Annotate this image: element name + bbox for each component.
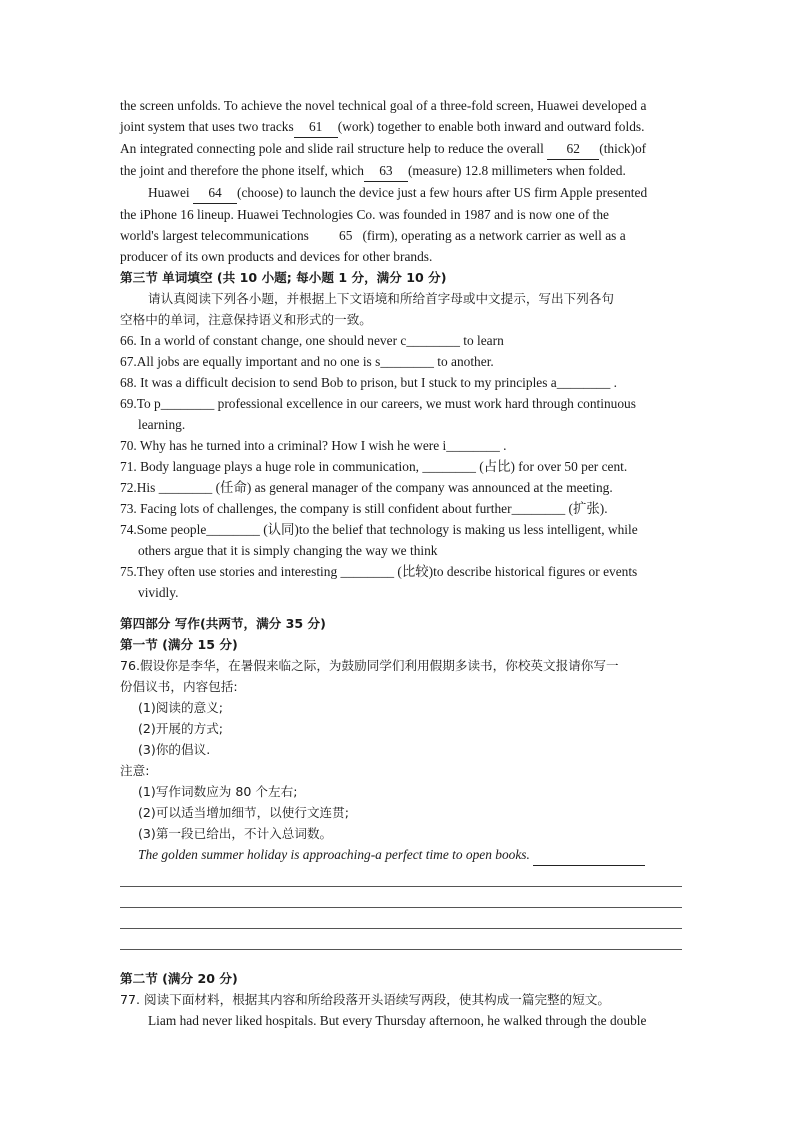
question-73: 73. Facing lots of challenges, the company is still confident about further________ (扩张). [120,501,608,516]
instruction-line: 空格中的单词，注意保持语义和形式的一致。 [120,312,372,327]
blank-64: 64 [193,182,237,204]
writing-blank[interactable] [533,844,645,866]
passage-line: the joint and therefore the phone itself, which 63 (measure) 12.8 millimeters when folded. [120,160,682,182]
passage-line: An integrated connecting pole and slide rail structure help to reduce the overall 62 (thick)of [120,138,682,160]
blank-61: 61 [294,116,338,138]
part-heading: 第四部分 写作(共两节，满分 35 分) [120,616,326,631]
exam-page [120,95,682,1031]
passage-line: producer of its own products and devices for other brands. [120,249,433,264]
question-69: 69.To p________ professional excellence in our careers, we must work hard through continuous [120,396,636,411]
section-heading: 第一节 (满分 15 分) [120,637,238,652]
writing-line[interactable] [120,908,682,929]
question-75: 75.They often use stories and interesting ________ (比较)to describe historical figures or events [120,564,638,579]
note-item: (2)可以适当增加细节，以使行文连贯; [138,805,349,820]
question-76-cont: 份倡议书，内容包括: [120,679,238,694]
writing-opening: The golden summer holiday is approaching-a perfect time to open books. [120,844,682,866]
note-item: (1)写作词数应为 80 个左右; [138,784,298,799]
passage-line: the screen unfolds. To achieve the novel technical goal of a three-fold screen, Huawei developed a [120,98,647,113]
passage-line: Huawei 64 (choose) to launch the device just a few hours after US firm Apple presented [120,182,682,204]
section-heading: 第二节 (满分 20 分) [120,971,238,986]
question-75-cont: vividly. [138,585,179,600]
note-item: (3)第一段已给出，不计入总词数。 [138,826,333,841]
passage-line: world's largest telecommunications 65 (firm), operating as a network carrier as well as a [120,228,626,243]
content-point: (1)阅读的意义; [138,700,224,715]
question-71: 71. Body language plays a huge role in communication, ________ (占比) for over 50 per cent. [120,459,628,474]
question-76: 76.假设你是李华，在暑假来临之际，为鼓励同学们利用假期多读书，你校英文报请你写一 [120,658,619,673]
blank-63: 63 [364,160,408,182]
writing-line[interactable] [120,866,682,887]
writing-line[interactable] [120,887,682,908]
question-77: 77. 阅读下面材料，根据其内容和所给段落开头语续写两段，使其构成一篇完整的短文。 [120,992,611,1007]
passage-line: joint system that uses two tracks 61 (work) together to enable both inward and outward folds. [120,116,682,138]
question-68: 68. It was a difficult decision to send Bob to prison, but I stuck to my principles a________ . [120,375,618,390]
content-point: (2)开展的方式; [138,721,224,736]
writing-line[interactable] [120,929,682,950]
question-74-cont: others argue that it is simply changing the way we think [138,543,438,558]
blank-65: 65 [339,228,353,243]
section-heading: 第三节 单词填空 (共 10 小题; 每小题 1 分，满分 10 分) [120,270,447,285]
question-67: 67.All jobs are equally important and no one is s________ to another. [120,354,494,369]
question-74: 74.Some people________ (认同)to the belief that technology is making us less intelligent, while [120,522,638,537]
note-label: 注意: [120,763,150,778]
question-72: 72.His ________ (任命) as general manager of the company was announced at the meeting. [120,480,613,495]
passage-line: the iPhone 16 lineup. Huawei Technologies Co. was founded in 1987 and is now one of the [120,207,609,222]
question-70: 70. Why has he turned into a criminal? How I wish he were i________ . [120,438,507,453]
content-point: (3)你的倡议. [138,742,211,757]
question-69-cont: learning. [138,417,186,432]
question-66: 66. In a world of constant change, one should never c________ to learn [120,333,504,348]
instruction-line: 请认真阅读下列各小题，并根据上下文语境和所给首字母或中文提示，写出下列各句 [148,291,614,306]
blank-62: 62 [547,138,599,160]
story-line: Liam had never liked hospitals. But every Thursday afternoon, he walked through the double [148,1013,647,1028]
